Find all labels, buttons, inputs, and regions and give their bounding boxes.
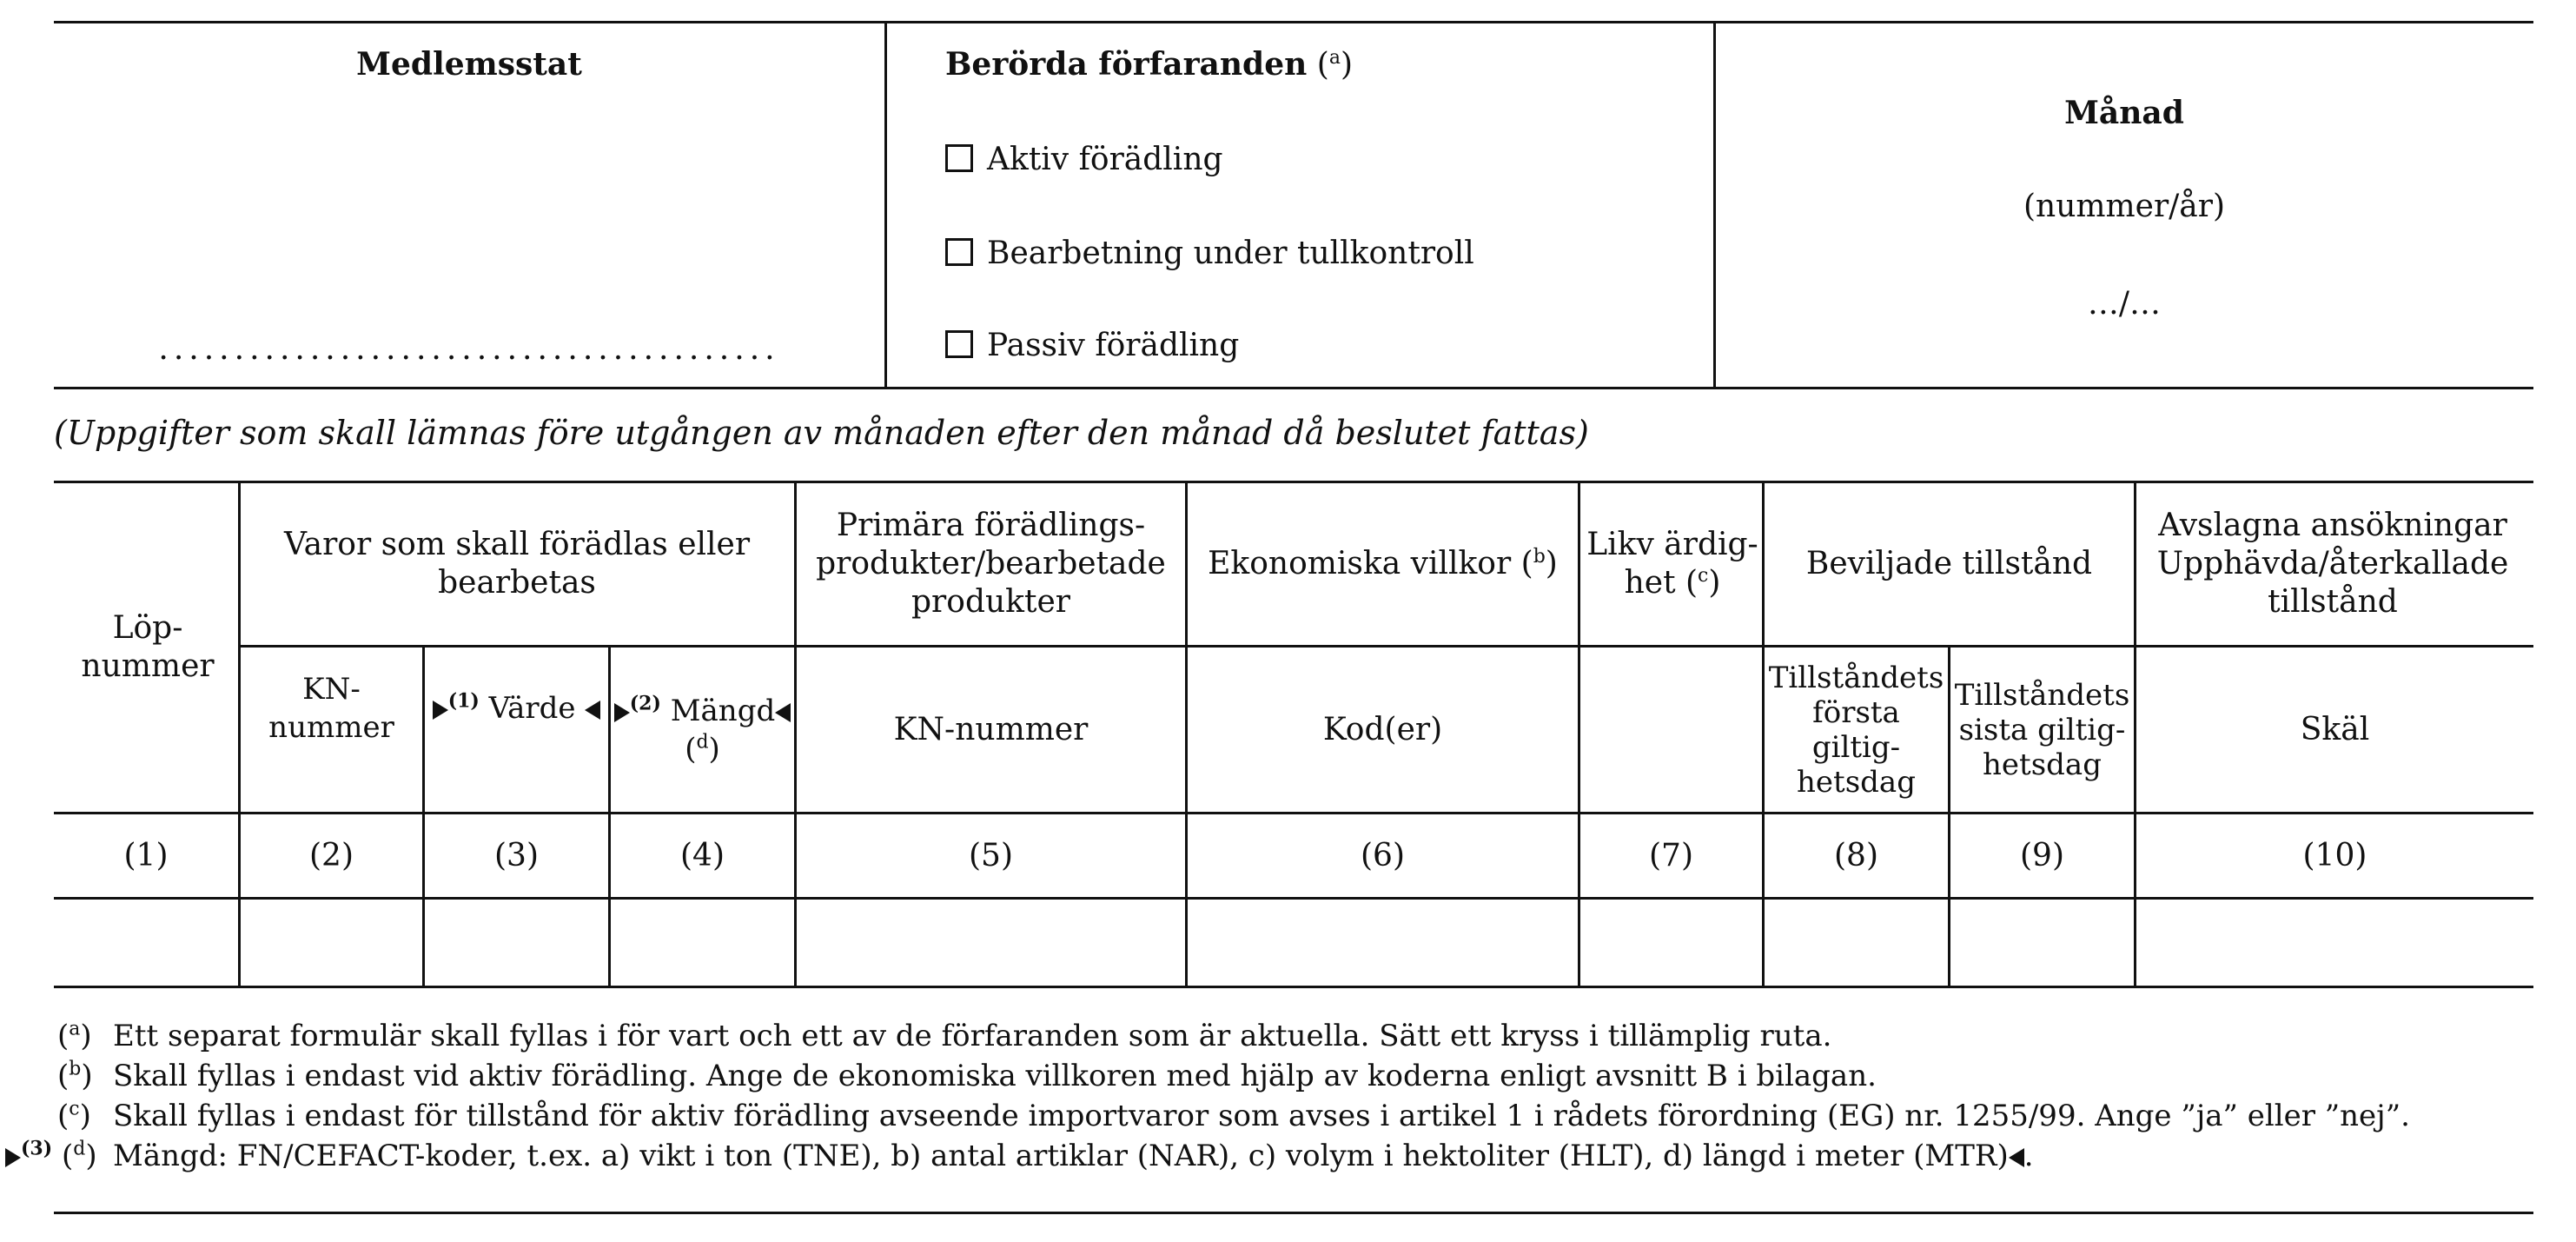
member-state-field[interactable]: ......................................... bbox=[158, 331, 780, 367]
procedure-option-aktiv[interactable] bbox=[945, 141, 1223, 179]
procedure-option-bearbetning[interactable] bbox=[945, 235, 1474, 273]
col-number-9: (9) bbox=[2020, 837, 2064, 873]
footnote-d: $^{(3)}$ ($^d$) bbox=[5, 1139, 97, 1173]
insertion-start-marker-icon bbox=[614, 703, 630, 722]
procedure-label-bearbetning: Bearbetning under tullkontroll bbox=[987, 236, 1474, 271]
col-number-5: (5) bbox=[969, 837, 1013, 873]
footnote-a-text: Ett separat formulär skall fyllas i för vart och ett av de förfaranden som är aktuella. Sätt ett kryss i tillämplig ruta. bbox=[113, 1019, 1832, 1053]
subheader-mangd: $^{(2)}$ Mängd ($^d$) bbox=[611, 648, 794, 812]
header-likv: Likv ärdig-het ($^c$) bbox=[1586, 527, 1758, 601]
procedures-title-text: Berörda förfaranden bbox=[945, 46, 1308, 83]
header-bottom-rule bbox=[54, 387, 2533, 389]
entry-cell-5[interactable] bbox=[797, 900, 1185, 986]
entry-cell-3[interactable] bbox=[425, 900, 608, 986]
subheader-skal: Skäl bbox=[2300, 711, 2370, 747]
footnote-d-text: Mängd: FN/CEFACT-koder, t.ex. a) vikt i ton (TNE), b) antal artiklar (NAR), c) volym i hektoliter (HLT), d) längd i meter (MTR) . bbox=[113, 1139, 2034, 1173]
col-number-1: (1) bbox=[123, 837, 169, 873]
header-divider-1 bbox=[884, 21, 887, 389]
insertion-end-marker-icon bbox=[585, 701, 600, 720]
entry-cell-6[interactable] bbox=[1188, 900, 1578, 986]
month-value[interactable]: …/… bbox=[2087, 286, 2162, 322]
entry-cell-1[interactable] bbox=[54, 900, 238, 986]
subheader-forsta-giltighetsdag: Tillståndets första giltig-hetsdag bbox=[1768, 660, 1944, 800]
col-number-2: (2) bbox=[309, 837, 354, 873]
procedure-label-passiv: Passiv förädling bbox=[987, 328, 1240, 363]
subheader-varde: $^{(1)}$ Värde bbox=[425, 648, 608, 769]
insertion-start-marker-icon bbox=[5, 1148, 21, 1167]
subheader-koder: Kod(er) bbox=[1322, 711, 1443, 747]
subheader-sista-giltighetsdag: Tillståndets sista giltig-hetsdag bbox=[1954, 677, 2130, 782]
member-state-label: Medlemsstat bbox=[356, 46, 582, 83]
checkbox-passiv[interactable] bbox=[945, 330, 973, 358]
insertion-end-marker-icon bbox=[2009, 1148, 2024, 1167]
col-number-10: (10) bbox=[2302, 837, 2367, 873]
procedure-option-passiv[interactable] bbox=[945, 327, 1239, 365]
col-number-7: (7) bbox=[1649, 837, 1693, 873]
checkbox-bearbetning[interactable] bbox=[945, 238, 973, 266]
footnote-c: ($^c$) bbox=[57, 1098, 91, 1133]
insertion-start-marker-icon bbox=[433, 701, 448, 720]
footnote-b: ($^b$) bbox=[57, 1058, 93, 1093]
insertion-end-marker-icon bbox=[775, 703, 791, 722]
checkbox-aktiv[interactable] bbox=[945, 144, 973, 172]
header-primara: Primära förädlings-produkter/bearbetade produkter bbox=[816, 508, 1166, 620]
footnote-a: ($^a$) bbox=[57, 1018, 92, 1053]
procedures-title bbox=[945, 45, 1353, 84]
month-label: Månad bbox=[2064, 95, 2184, 131]
col-number-6: (6) bbox=[1361, 837, 1405, 873]
entry-cell-2[interactable] bbox=[241, 900, 422, 986]
month-format: (nummer/år) bbox=[2023, 189, 2226, 224]
subheader-kn-nummer-1: KN-nummer bbox=[268, 672, 394, 745]
entry-cell-8[interactable] bbox=[1765, 900, 1948, 986]
header-avslagna: Avslagna ansökningar Upphävda/återkallade tillstånd bbox=[2156, 508, 2509, 620]
header-ekonomiska: Ekonomiska villkor ($^b$) bbox=[1208, 546, 1558, 581]
entry-cell-9[interactable] bbox=[1950, 900, 2134, 986]
col-number-4: (4) bbox=[680, 837, 725, 873]
instruction-text: (Uppgifter som skall lämnas före utgången av månaden efter den månad då beslutet fattas) bbox=[54, 414, 1589, 452]
top-rule bbox=[54, 21, 2533, 23]
col-number-3: (3) bbox=[494, 837, 539, 873]
procedure-label-aktiv: Aktiv förädling bbox=[987, 142, 1223, 177]
entry-cell-10[interactable] bbox=[2136, 900, 2533, 986]
procedures-footnote-ref: ($^a$) bbox=[1316, 47, 1353, 83]
subheader-kn-nummer-2: KN-nummer bbox=[893, 711, 1089, 747]
bottom-rule bbox=[54, 1212, 2533, 1214]
header-beviljade: Beviljade tillstånd bbox=[1805, 546, 2093, 581]
col-number-8: (8) bbox=[1834, 837, 1878, 873]
footnote-c-text: Skall fyllas i endast för tillstånd för aktiv förädling avseende importvaror som avses i artikel 1 i rådets förordning (EG) nr. 1255/99. Ange ”ja” eller ”nej”. bbox=[113, 1099, 2410, 1133]
entry-cell-4[interactable] bbox=[611, 900, 794, 986]
entry-cell-7[interactable] bbox=[1580, 900, 1762, 986]
table-bottom-rule bbox=[54, 986, 2533, 988]
header-varor: Varor som skall förädlas eller bearbetas bbox=[283, 527, 751, 601]
footnote-b-text: Skall fyllas i endast vid aktiv förädling. Ange de ekonomiska villkoren med hjälp av koderna enligt avsnitt B i bilagan. bbox=[113, 1059, 1877, 1093]
header-lopnummer: Löp-nummer bbox=[81, 610, 215, 684]
